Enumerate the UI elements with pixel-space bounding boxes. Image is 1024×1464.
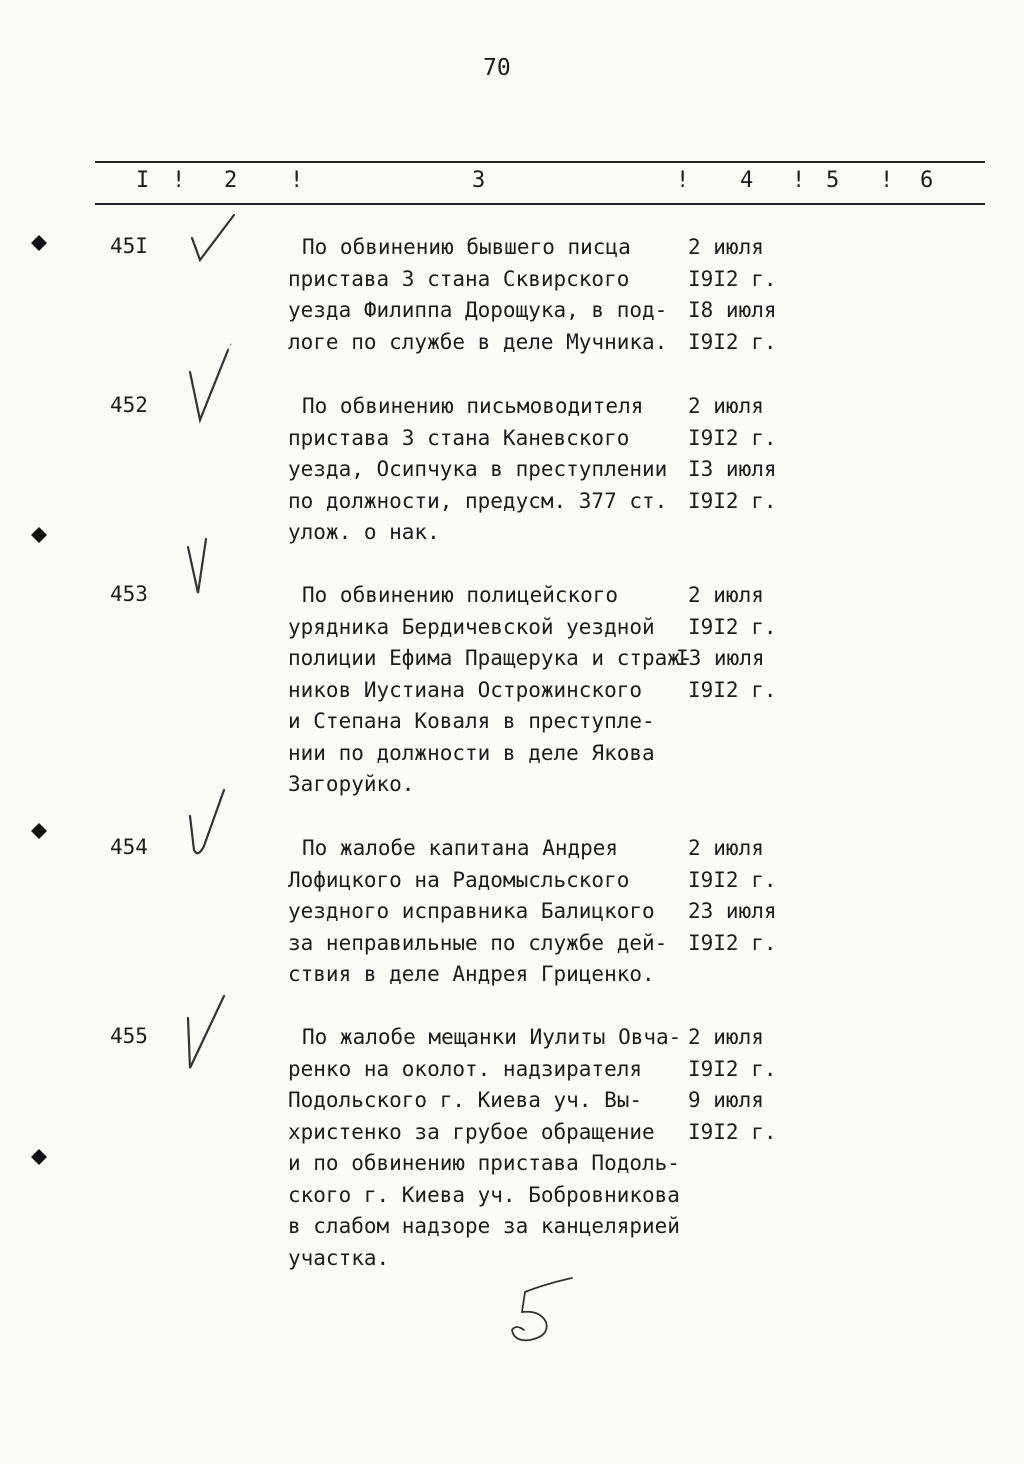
- entry-dates: 2 июля I9I2 г. 9 июля I9I2 г.: [688, 1025, 777, 1144]
- table-rule-bottom: [95, 203, 985, 205]
- entry-description: По обвинению полицейского урядника Бердичевской уездной полиции Ефима Пращерука и страж- ников Иустиана Острожинского и Степана Коваля в преступле- нии по должности в деле Якова Загоруйко.: [288, 583, 693, 796]
- handwritten-mark-icon: [500, 1270, 590, 1350]
- header-separator: !: [880, 168, 894, 193]
- header-col-6: 6: [920, 168, 934, 193]
- entry-number: 45I: [110, 234, 148, 258]
- header-col-1: I: [136, 168, 150, 193]
- punch-hole-icon: [28, 524, 50, 546]
- header-col-5: 5: [826, 168, 840, 193]
- entry-dates: 2 июля I9I2 г. I3 июля I9I2 г.: [676, 583, 777, 702]
- header-col-4: 4: [740, 168, 754, 193]
- checkmark-icon: [180, 782, 240, 872]
- punch-hole-icon: [28, 1146, 50, 1168]
- checkmark-icon: [180, 340, 240, 430]
- punch-hole-icon: [28, 232, 50, 254]
- entry-description: По жалобе мещанки Иулиты Овча- ренко на околот. надзирателя Подольского г. Киева уч. Вы- христенко за грубое обращение и по обвинению пристава Подоль- ского г. Киева уч. Бобровникова в слабом надзоре за канцелярией участка.: [288, 1025, 682, 1270]
- header-separator: !: [792, 168, 806, 193]
- entry-number: 454: [110, 835, 148, 859]
- punch-hole-icon: [28, 820, 50, 842]
- checkmark-icon: [180, 990, 240, 1080]
- table-rule-top: [95, 161, 985, 163]
- entry-number: 453: [110, 582, 148, 606]
- page-number: 70: [483, 55, 511, 81]
- checkmark-icon: [180, 525, 240, 615]
- entry-dates: 2 июля I9I2 г. 23 июля I9I2 г.: [688, 836, 777, 955]
- header-separator: !: [290, 168, 304, 193]
- entry-number: 455: [110, 1024, 148, 1048]
- checkmark-icon: [180, 210, 240, 300]
- entry-number: 452: [110, 393, 148, 417]
- header-col-2: 2: [224, 168, 238, 193]
- entry-description: По обвинению бывшего писца пристава 3 стана Сквирского уезда Филиппа Дорощука, в под- логе по службе в деле Мучника.: [288, 235, 668, 354]
- entry-dates: 2 июля I9I2 г. I3 июля I9I2 г.: [688, 394, 777, 513]
- entry-description: По обвинению письмоводителя пристава 3 стана Каневского уезда, Осипчука в преступлении по должности, предусм. 377 ст. улож. о нак.: [288, 394, 668, 544]
- header-col-3: 3: [472, 168, 486, 193]
- entry-dates: 2 июля I9I2 г. I8 июля I9I2 г.: [688, 235, 777, 354]
- header-separator: !: [676, 168, 690, 193]
- header-separator: !: [172, 168, 186, 193]
- entry-description: По жалобе капитана Андрея Лофицкого на Радомысльского уездного исправника Балицкого за неправильные по службе дей- ствия в деле Андрея Гриценко.: [288, 836, 668, 986]
